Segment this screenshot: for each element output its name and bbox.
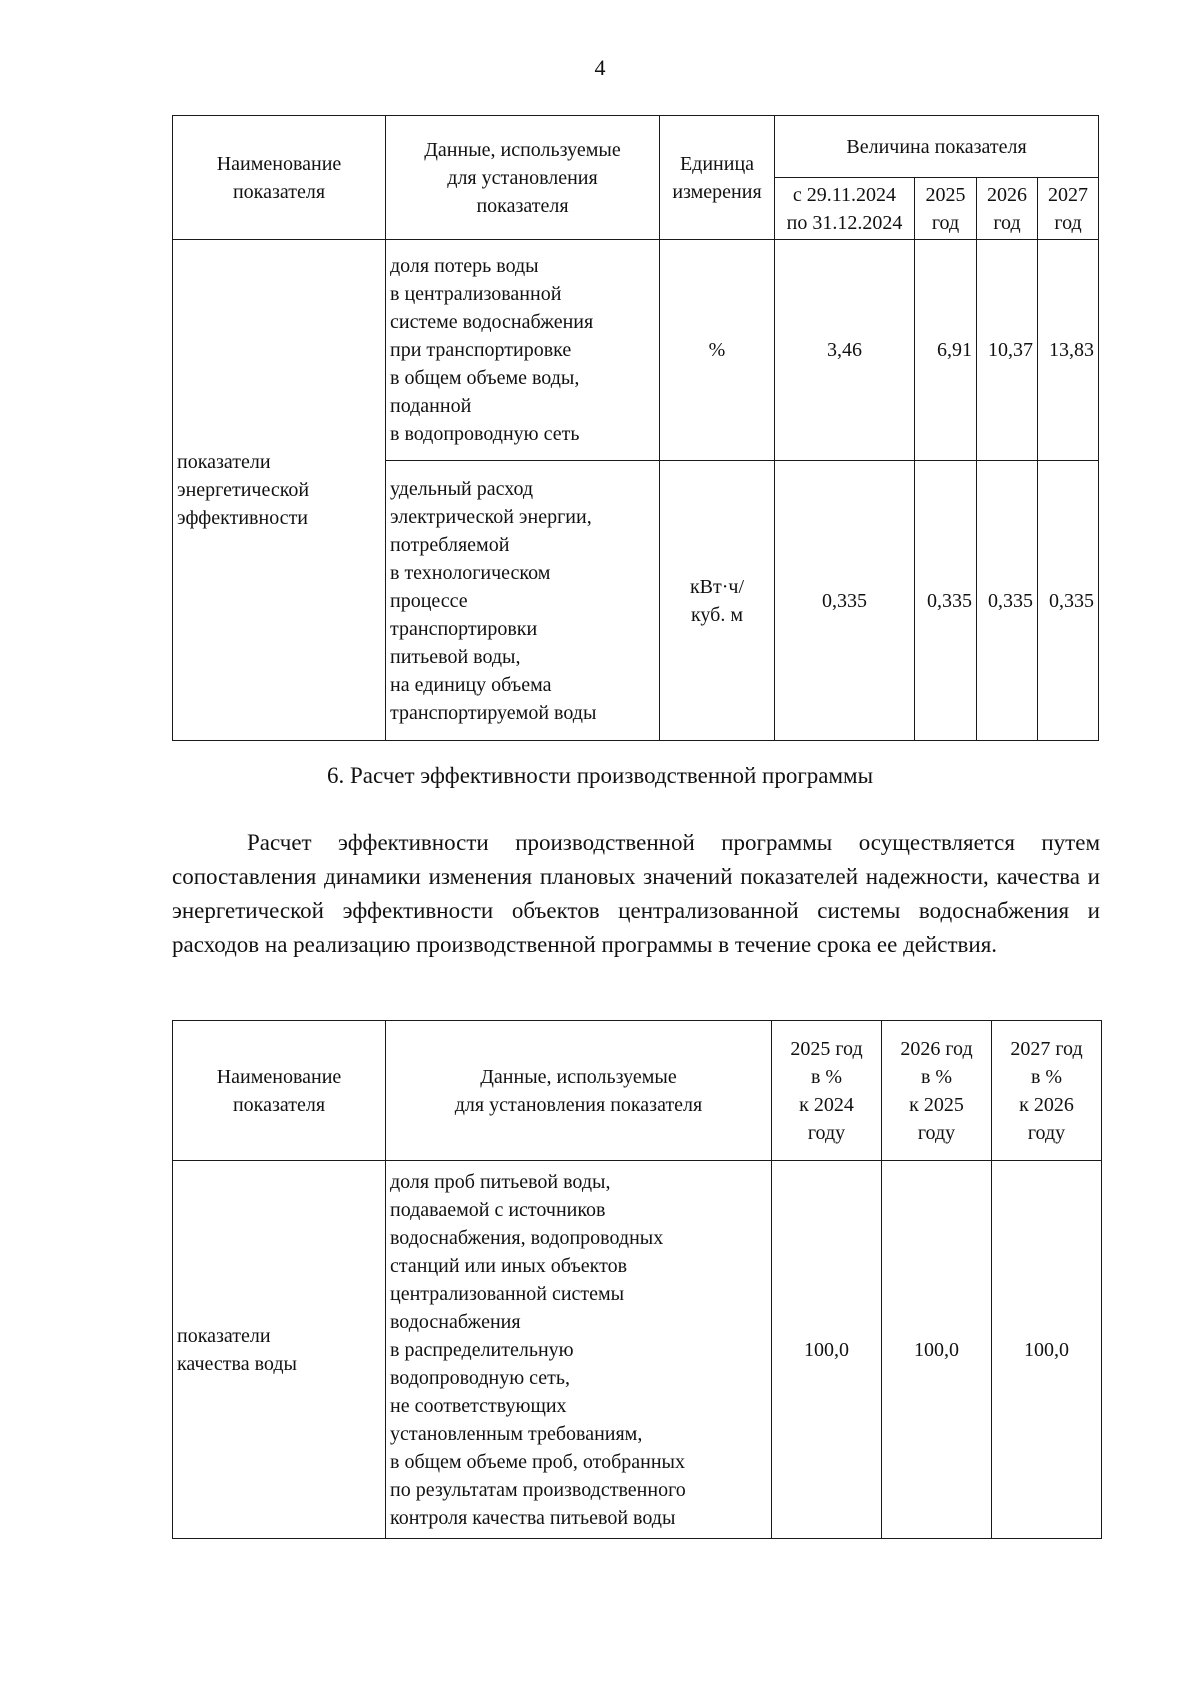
row-value: 0,335 — [1038, 461, 1099, 741]
row-value: 6,91 — [915, 240, 977, 461]
header-indicator-name: Наименование показателя — [173, 1021, 386, 1161]
header-period: 2025 год — [915, 178, 977, 240]
row-value: 100,0 — [772, 1161, 882, 1539]
group-label: показатели энергетической эффективности — [173, 240, 386, 741]
section-heading: 6. Расчет эффективности производственной программы — [326, 763, 874, 788]
row-value: 0,335 — [977, 461, 1038, 741]
header-unit: Единица измерения — [660, 116, 775, 240]
row-value: 0,335 — [775, 461, 915, 741]
header-period: с 29.11.2024 по 31.12.2024 — [775, 178, 915, 240]
row-unit: кВт·ч/ куб. м — [660, 461, 775, 741]
body-paragraph: Расчет эффективности производственной программы осуществляется путем сопоставления динамики изменения плановых значений показателей надежности, качества и энергетической эффективности объектов централизованной системы водоснабжения и расходов на реализацию производственной программы в течение срока ее действия. — [172, 830, 1100, 957]
row-data: доля потерь воды в централизованной системе водоснабжения при транспортировке в общем объеме воды, поданной в водопроводную сеть — [386, 240, 660, 461]
page-number: 4 — [594, 55, 606, 80]
header-year: 2027 год в % к 2026 году — [992, 1021, 1102, 1161]
header-data-used: Данные, используемые для установления показателя — [386, 1021, 772, 1161]
row-value: 0,335 — [915, 461, 977, 741]
row-value: 100,0 — [992, 1161, 1102, 1539]
efficiency-table — [172, 1020, 1102, 1539]
header-indicator-name: Наименование показателя — [173, 116, 386, 240]
indicators-table — [172, 115, 1099, 741]
table-row — [173, 1161, 1102, 1539]
row-name: показатели качества воды — [173, 1161, 386, 1539]
row-value: 3,46 — [775, 240, 915, 461]
row-unit: % — [660, 240, 775, 461]
row-data: доля проб питьевой воды, подаваемой с источников водоснабжения, водопроводных станций или иных объектов централизованной системы водоснабжения в распределительную водопроводную сеть, не соответствующих установленным требованиям, в общем объеме проб, отобранных по результатам производственного контроля качества питьевой воды — [386, 1161, 772, 1539]
row-value: 100,0 — [882, 1161, 992, 1539]
header-value-group: Величина показателя — [775, 116, 1099, 178]
header-data-used: Данные, используемые для установления показателя — [386, 116, 660, 240]
header-year: 2026 год в % к 2025 году — [882, 1021, 992, 1161]
header-period: 2027 год — [1038, 178, 1099, 240]
row-value: 10,37 — [977, 240, 1038, 461]
header-year: 2025 год в % к 2024 году — [772, 1021, 882, 1161]
row-value: 13,83 — [1038, 240, 1099, 461]
row-data: удельный расход электрической энергии, потребляемой в технологическом процессе транспортировки питьевой воды, на единицу объема транспортируемой воды — [386, 461, 660, 741]
header-period: 2026 год — [977, 178, 1038, 240]
table-row — [173, 240, 1099, 461]
